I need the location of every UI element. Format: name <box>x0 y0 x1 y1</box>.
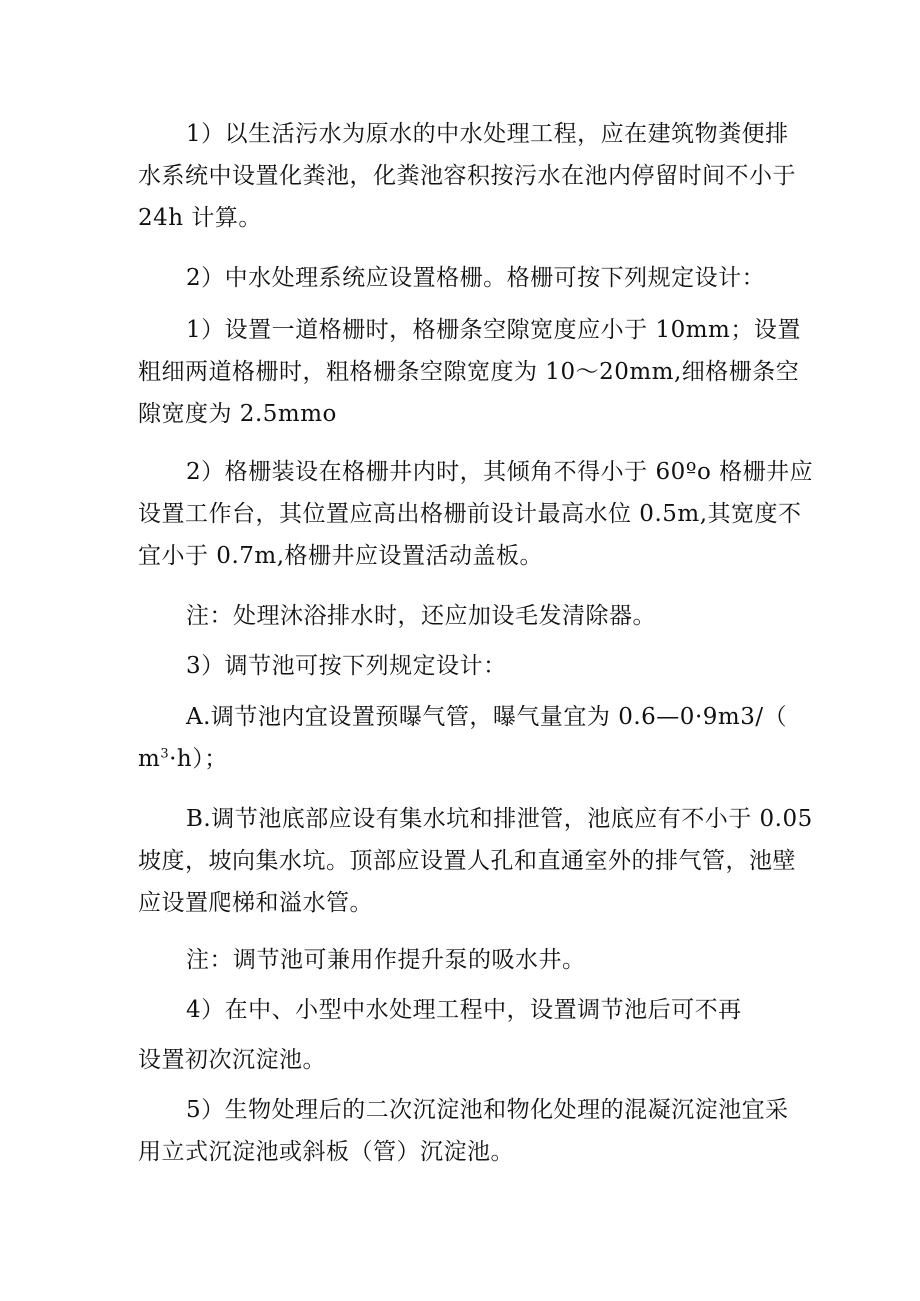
text-line: 2）格栅装设在格栅井内时，其倾角不得小于 60ºo 格栅井应 <box>186 459 814 485</box>
paragraph-7 <box>138 696 788 780</box>
note-1 <box>138 595 788 637</box>
text-line: A.调节池内宜设置预曝气管，曝气量宜为 0.6—0·9m3/（ <box>186 704 788 730</box>
text-line: 3）调节池可按下列规定设计： <box>186 653 507 679</box>
paragraph-10 <box>138 989 788 1031</box>
text-line: 应设置爬梯和溢水管。 <box>138 890 373 916</box>
text-line: 设置工作台，其位置应高出格栅前设计最高水位 0.5m,其宽度不 <box>138 501 802 527</box>
text-line: 水系统中设置化粪池，化粪池容积按污水在池内停留时间不小于 <box>138 163 796 189</box>
paragraph-3 <box>138 309 801 435</box>
paragraph-1 <box>138 113 796 239</box>
text-line: B.调节池底部应设有集水坑和排泄管，池底应有不小于 0.05 <box>186 806 813 832</box>
paragraph-10-continuation <box>138 1039 788 1081</box>
paragraph-2 <box>138 257 788 299</box>
note-2 <box>138 939 788 981</box>
unit-superscript: 3 <box>160 746 170 762</box>
paragraph-11 <box>138 1089 788 1173</box>
text-line: 宜小于 0.7m,格栅井应设置活动盖板。 <box>138 543 544 569</box>
text-line: 24h 计算。 <box>138 205 262 231</box>
text-line: 1）设置一道格栅时，格栅条空隙宽度应小于 10mm；设置 <box>186 317 801 343</box>
text-line-unit <box>138 738 788 780</box>
text-line: 坡度，坡向集水坑。顶部应设置人孔和直通室外的排气管，池壁 <box>138 848 796 874</box>
text-line: 4）在中、小型中水处理工程中，设置调节池后可不再 <box>186 997 742 1023</box>
text-line: 2）中水处理系统应设置格栅。格栅可按下列规定设计： <box>186 265 766 291</box>
unit-rest: ·h）； <box>169 746 228 772</box>
text-line: 注：处理沐浴排水时，还应加设毛发清除器。 <box>186 603 656 629</box>
unit-m: m <box>138 746 161 772</box>
paragraph-8 <box>138 798 813 924</box>
text-line: 用立式沉淀池或斜板（管）沉淀池。 <box>138 1139 514 1165</box>
paragraph-4 <box>138 451 814 577</box>
text-line: 设置初次沉淀池。 <box>138 1047 326 1073</box>
text-line: 粗细两道格栅时，粗格栅条空隙宽度为 10～20mm,细格栅条空 <box>138 359 800 385</box>
text-line: 隙宽度为 2.5mmo <box>138 401 337 427</box>
text-line: 5）生物处理后的二次沉淀池和物化处理的混凝沉淀池宜采 <box>186 1097 789 1123</box>
text-line: 1）以生活污水为原水的中水处理工程，应在建筑物粪便排 <box>186 121 789 147</box>
paragraph-6 <box>138 645 788 687</box>
text-line: 注：调节池可兼用作提升泵的吸水井。 <box>186 947 586 973</box>
